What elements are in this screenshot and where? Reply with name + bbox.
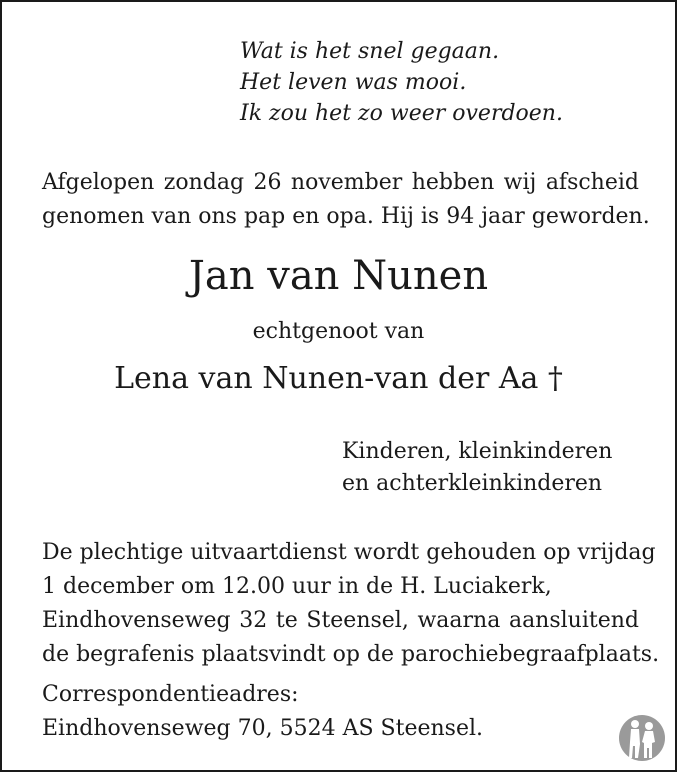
poem	[240, 36, 563, 129]
intro-line: Afgelopen zondag 26 november hebben wij afscheid	[42, 170, 639, 195]
deceased-name: Jan van Nunen	[188, 253, 489, 299]
intro-paragraph	[42, 166, 650, 234]
spouse-name: Lena van Nunen-van der Aa †	[114, 361, 563, 396]
service-line: De plechtige uitvaartdienst wordt gehouden op vrijdag	[42, 540, 656, 565]
family-line: en achterkleinkinderen	[342, 471, 603, 496]
family-line: Kinderen, kleinkinderen	[342, 439, 613, 464]
relation-text: echtgenoot van	[252, 319, 425, 344]
poem-line: Wat is het snel gegaan.	[240, 39, 500, 64]
poem-line: Ik zou het zo weer overdoen.	[240, 101, 563, 126]
memorial-figures-icon	[618, 712, 666, 764]
service-paragraph	[42, 536, 660, 672]
correspondence-label: Correspondentieadres:	[42, 682, 299, 707]
intro-line: genomen van ons pap en opa. Hij is 94 jaar geworden.	[42, 204, 650, 229]
correspondence-block	[42, 678, 483, 746]
service-line: de begrafenis plaatsvindt op de parochiebegraafplaats.	[42, 642, 660, 667]
service-line: 1 december om 12.00 uur in de H. Luciakerk,	[42, 574, 552, 599]
correspondence-address: Eindhovenseweg 70, 5524 AS Steensel.	[42, 716, 483, 741]
poem-line: Het leven was mooi.	[240, 70, 467, 95]
family-signature	[342, 436, 612, 500]
service-line: Eindhovenseweg 32 te Steensel, waarna aansluitend	[42, 608, 639, 633]
